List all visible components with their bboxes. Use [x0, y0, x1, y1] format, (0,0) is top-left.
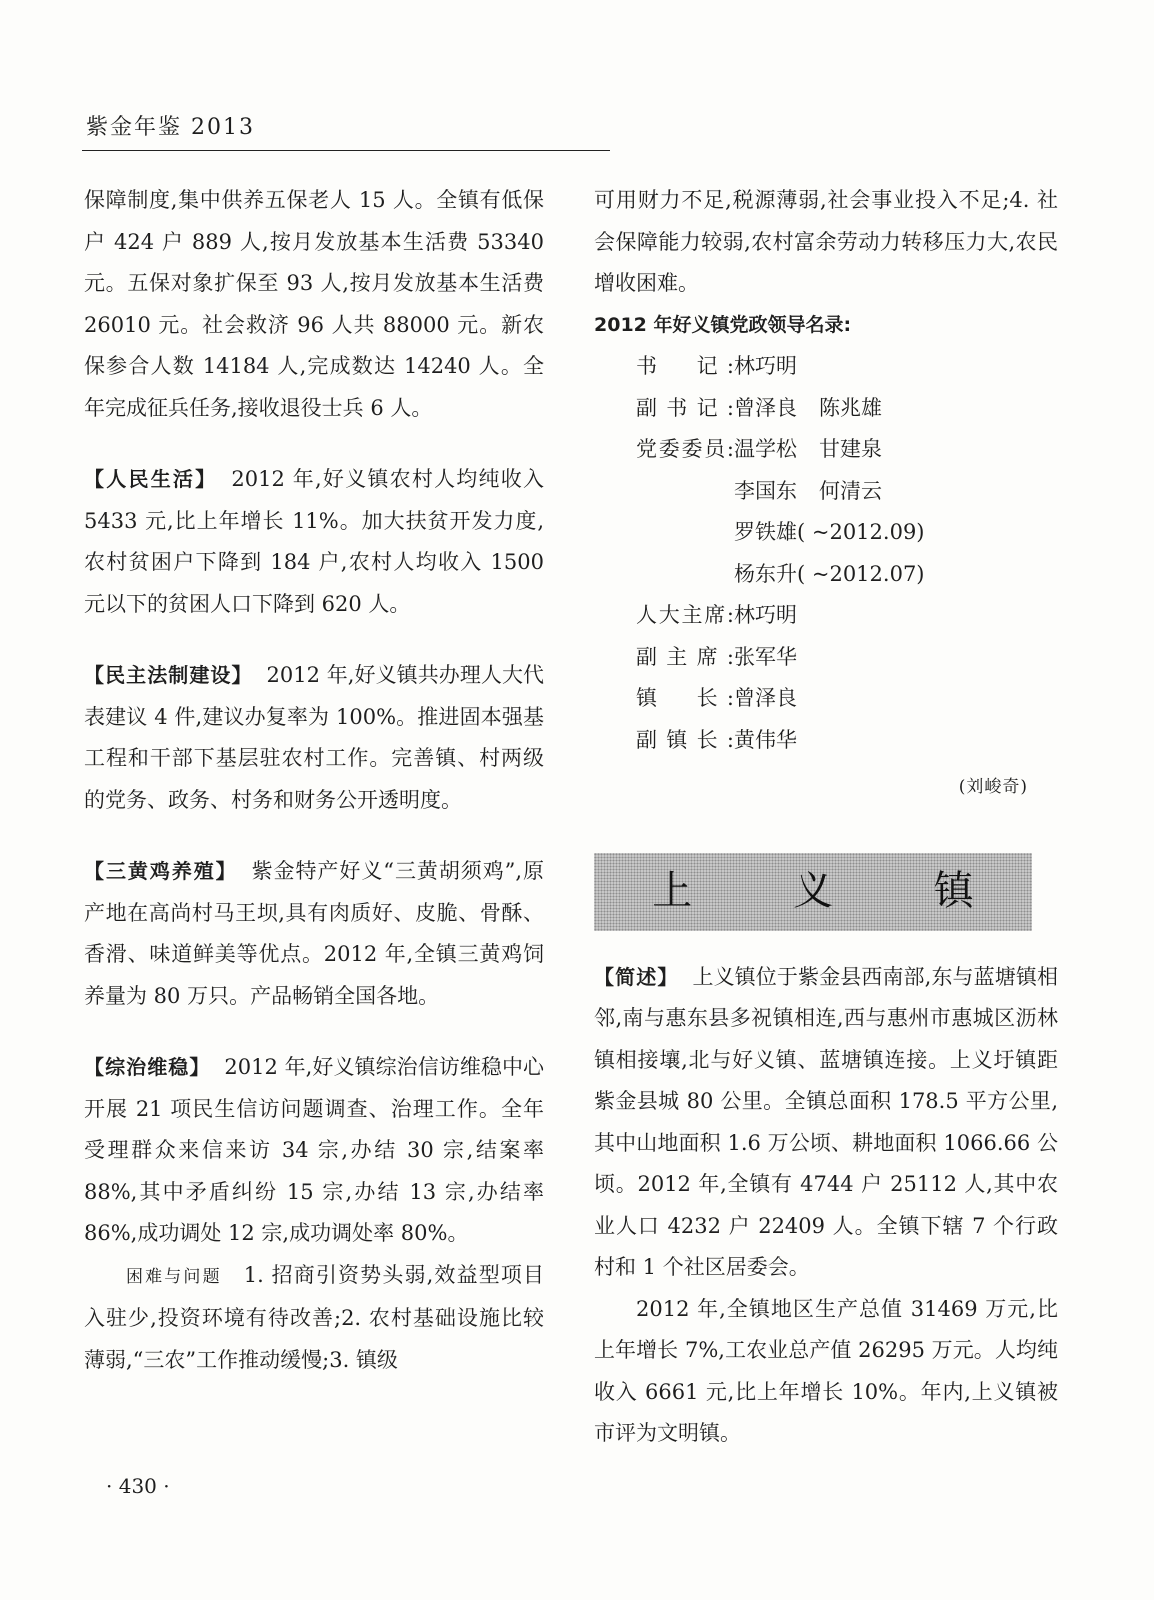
leader-name: 李国东	[734, 478, 797, 503]
section-label: 【综治维稳】	[84, 1055, 211, 1079]
leader-title: 副镇长:	[636, 727, 734, 752]
town-title-banner	[594, 853, 1032, 931]
leader-title	[636, 471, 734, 513]
leader-name: 曾泽良	[734, 686, 797, 710]
section-label: 【三黄鸡养殖】	[84, 859, 238, 883]
leader-title: 副主席:	[636, 644, 734, 669]
leader-name: 曾泽良	[734, 395, 797, 420]
section-text: 2012 年,好义镇共办理人大代表建议 4 件,建议办复率为 100%。推进固本强基工程和干部下基层驻农村工作。完善镇、村两级的党务、政务、村务和财务公开透明度。	[84, 663, 545, 812]
left-column	[84, 180, 544, 1381]
section-text: 2012 年,好义镇综治信访维稳中心开展 21 项民生信访问题调查、治理工作。全年受理群众来信来访 34 宗,办结 30 宗,结案率 88%,其中矛盾纠纷 15 宗,办结 13 宗,办结率 86%,成功调处 12 宗,成功调处率 80%。	[84, 1055, 545, 1245]
leader-title	[636, 554, 734, 596]
leader-name: 林巧明	[734, 354, 797, 378]
section-stability	[84, 1047, 544, 1255]
intro-paragraph: 保障制度,集中供养五保老人 15 人。全镇有低保户 424 户 889 人,按月发放基本生活费 53340 元。五保对象扩保至 93 人,按月发放基本生活费 26010 元。社会救济 96 人共 88000 元。新农保参合人数 14184 人,完成数达 14240 人。全年完成征兵任务,接收退役士兵 6 人。	[84, 188, 544, 420]
page-number: · 430 ·	[106, 1474, 170, 1498]
leaders-list	[594, 346, 1058, 761]
author-credit: (刘峻奇)	[958, 777, 1028, 797]
leader-name: 温学松	[734, 437, 797, 461]
leader-name: 罗铁雄( ~2012.09)	[734, 520, 925, 544]
leader-name: 杨东升( ~2012.07)	[734, 561, 925, 586]
leader-row	[636, 512, 1058, 554]
section-text: 上义镇位于紫金县西南部,东与蓝塘镇相邻,南与惠东县多祝镇相连,西与惠州市惠城区沥林镇相接壤,北与好义镇、蓝塘镇连接。上义圩镇距紫金县城 80 公里。全镇总面积 178.5 平方公里,其中山地面积 1.6 万公顷、耕地面积 1066.66 公顷。2012 年,全镇有 4744 户 25112 人,其中农业人口 4232 户 22409 人。全镇下辖 7 个行政村和 1 个社区居委会。	[594, 964, 1058, 1279]
section-text: 2012 年,好义镇农村人均纯收入 5433 元,比上年增长 11%。加大扶贫开发力度,农村贫困户下降到 184 户,农村人均收入 1500 元以下的贫困人口下降到 620 人。	[84, 467, 545, 616]
section-label: 【民主法制建设】	[84, 663, 253, 687]
leader-title: 书 记:	[636, 354, 734, 378]
right-column	[594, 180, 1058, 1455]
leader-name: 黄伟华	[734, 727, 797, 752]
problems-text: 1. 招商引资势头弱,效益型项目入驻少,投资环境有待改善;2. 农村基础设施比较薄弱,“三农”工作推动缓慢;3. 镇级	[84, 1262, 545, 1372]
section-people-life	[84, 459, 544, 625]
town-overview	[594, 957, 1058, 1289]
leader-row	[636, 554, 1058, 596]
header-rule	[82, 150, 610, 151]
section-label: 【人民生活】	[84, 467, 218, 491]
leader-name: 甘建泉	[819, 437, 882, 461]
town-title: 上 义 镇	[652, 867, 1018, 914]
leader-title: 副书记:	[636, 395, 734, 420]
section-chicken-farming	[84, 851, 544, 1017]
leader-title: 镇 长:	[636, 686, 734, 710]
leader-title: 人大主席:	[636, 603, 734, 627]
running-header-title: 紫金年鉴 2013	[86, 115, 255, 140]
leader-row	[636, 429, 1058, 471]
leader-row	[636, 471, 1058, 513]
leader-name: 张军华	[734, 644, 797, 669]
section-label: 【简述】	[594, 964, 679, 989]
leader-row	[636, 678, 1058, 720]
leader-row	[636, 346, 1058, 388]
problems-continued: 可用财力不足,税源薄弱,社会事业投入不足;4. 社会保障能力较弱,农村富余劳动力转移压力大,农民增收困难。	[594, 188, 1058, 295]
leader-row	[636, 637, 1058, 679]
leader-name: 陈兆雄	[819, 395, 882, 420]
leader-row	[636, 720, 1058, 762]
leader-title: 党委委员:	[636, 437, 734, 461]
section-democracy-law	[84, 655, 544, 821]
problems-label: 困难与问题	[126, 1266, 222, 1287]
leader-name: 林巧明	[734, 603, 797, 627]
leader-name: 何清云	[819, 478, 882, 503]
leaders-heading: 2012 年好义镇党政领导名录:	[594, 313, 852, 336]
leader-row	[636, 595, 1058, 637]
economy-paragraph: 2012 年,全镇地区生产总值 31469 万元,比上年增长 7%,工农业总产值 26295 万元。人均纯收入 6661 元,比上年增长 10%。年内,上义镇被市评为文明镇。	[594, 1296, 1058, 1445]
section-text: 紫金特产好义“三黄胡须鸡”,原产地在高尚村马王坝,具有肉质好、皮脆、骨酥、香滑、味道鲜美等优点。2012 年,全镇三黄鸡饲养量为 80 万只。产品畅销全国各地。	[84, 859, 545, 1008]
leader-title	[636, 512, 734, 554]
leader-row	[636, 388, 1058, 430]
problems-paragraph	[84, 1255, 544, 1382]
